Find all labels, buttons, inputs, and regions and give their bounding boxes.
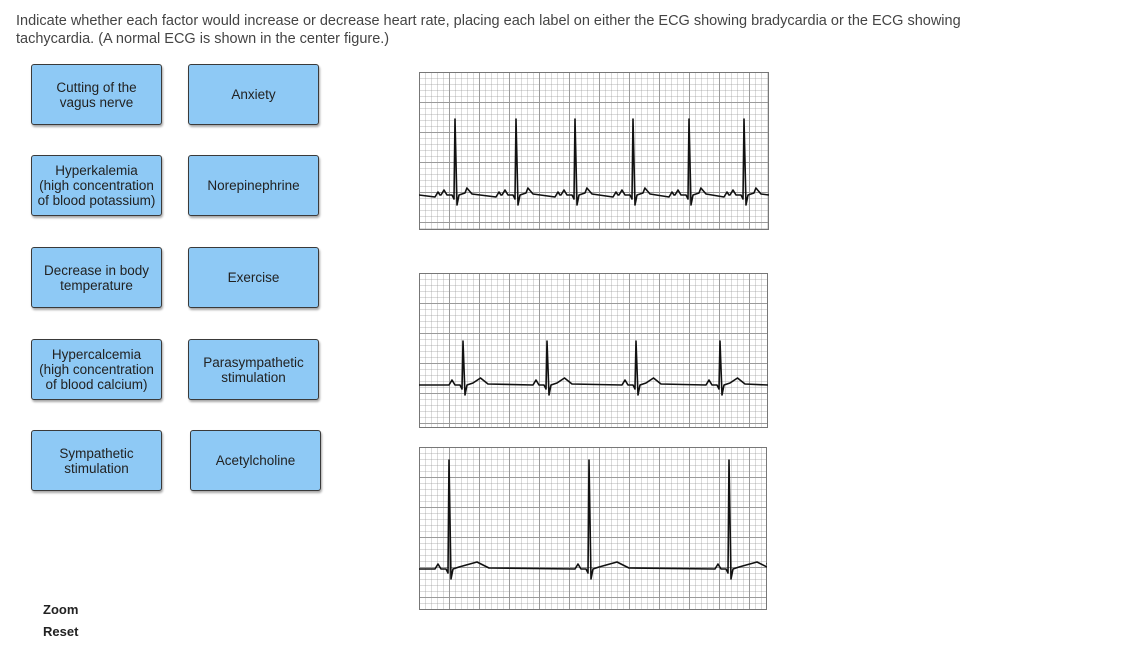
zoom-button[interactable]: Zoom	[43, 602, 79, 617]
label-hypercalcemia[interactable]: Hypercalcemia (high concentration of blood calcium)	[31, 339, 162, 400]
label-parasympathetic-stimulation[interactable]: Parasympathetic stimulation	[188, 339, 319, 400]
ecg-bradycardia-dropzone[interactable]	[419, 447, 767, 610]
ecg-normal-figure	[419, 273, 768, 428]
label-acetylcholine[interactable]: Acetylcholine	[190, 430, 321, 491]
instructions-text: Indicate whether each factor would increase or decrease heart rate, placing each label on either the ECG showing bradycardia or the ECG showing tachycardia. (A normal ECG is shown in the center figure.)	[16, 13, 961, 47]
reset-button[interactable]: Reset	[43, 624, 79, 639]
ecg-bradycardia-figure	[419, 447, 767, 610]
label-sympathetic-stimulation[interactable]: Sympathetic stimulation	[31, 430, 162, 491]
ecg-tachycardia-figure	[419, 72, 769, 230]
ecg-grid	[419, 273, 768, 428]
label-hyperkalemia[interactable]: Hyperkalemia (high concentration of blood potassium)	[31, 155, 162, 216]
ecg-grid	[419, 447, 767, 610]
ecg-tachycardia-dropzone[interactable]	[419, 72, 769, 230]
label-anxiety[interactable]: Anxiety	[188, 64, 319, 125]
label-cutting-vagus-nerve[interactable]: Cutting of the vagus nerve	[31, 64, 162, 125]
ecg-normal-graphic	[419, 273, 768, 428]
label-norepinephrine[interactable]: Norepinephrine	[188, 155, 319, 216]
label-decrease-body-temperature[interactable]: Decrease in body temperature	[31, 247, 162, 308]
label-exercise[interactable]: Exercise	[188, 247, 319, 308]
ecg-grid	[419, 72, 769, 230]
zoom-controls	[43, 602, 78, 646]
